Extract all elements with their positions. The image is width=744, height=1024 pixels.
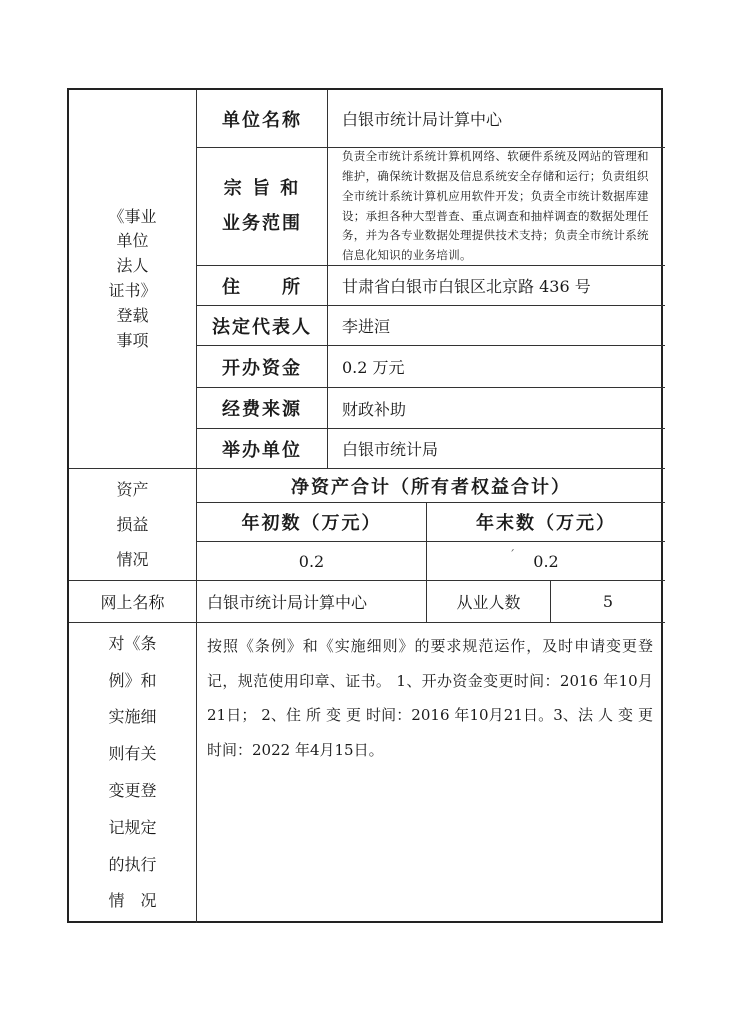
side-label-line: 情 况 — [108, 891, 157, 911]
capital-label: 开办资金 — [222, 357, 302, 379]
side-label-line: 法人 — [116, 256, 149, 276]
unit-name-label: 单位名称 — [222, 109, 302, 131]
label-line: 宗 旨 和 — [223, 178, 301, 200]
side-label-line: 单位 — [116, 231, 149, 251]
sponsor-value: 白银市统计局 — [342, 440, 439, 459]
sponsor-label: 举办单位 — [222, 439, 302, 461]
address-label: 住 所 — [222, 276, 302, 298]
purpose-scope-label — [197, 148, 327, 265]
side-label-line: 资产 — [116, 479, 149, 499]
side-label-line: 事项 — [116, 330, 149, 350]
address-value: 甘肃省白银市白银区北京路 436 号 — [342, 277, 591, 296]
side-label-line: 变更登 — [108, 781, 157, 800]
side-label-line: 损益 — [116, 514, 149, 534]
online-name-value: 白银市统计局计算中心 — [207, 593, 368, 612]
compliance-section-label — [69, 623, 196, 923]
assets-section-label — [69, 469, 196, 580]
side-label-line: 证书》 — [108, 281, 157, 300]
side-label-line: 情况 — [116, 550, 149, 570]
side-label-line: 《事业 — [108, 206, 157, 226]
online-name-label: 网上名称 — [100, 593, 165, 612]
legal-rep-value: 李进洹 — [342, 317, 391, 336]
funding-source-value: 财政补助 — [342, 399, 407, 419]
side-label-line: 例》和 — [108, 670, 157, 690]
compliance-text: 按照《条例》和《实施细则》的要求规范运作，及时申请变更登记，规范使用印章、证书。 1、开办资金变更时间：2016 年10月21日； 2、住 所 变 更 时间：2016 年10月21日。3、法 人 变 更 时间：2022 年4月15日。 — [207, 637, 653, 759]
purpose-scope-value: 负责全市统计系统计算机网络、软硬件系统及网站的管理和维护，确保统计数据及信息系统安全存储和运行；负责组织全市统计系统计算机应用软件开发；负责全市统计数据库建设；承担各种大型普查、重点调查和抽样调查的数据处理任务，并为各专业数据处理提供技术支持；负责全市统计系统信息化知识的业务培训。 — [342, 149, 649, 263]
side-label-line: 记规定 — [108, 817, 157, 837]
begin-balance-value: 0.2 — [298, 551, 325, 571]
side-label-line: 则有关 — [108, 744, 157, 764]
funding-source-label: 经费来源 — [222, 399, 302, 420]
registration-section-label — [69, 90, 196, 468]
net-assets-header: 净资产合计（所有者权益合计） — [291, 476, 571, 498]
side-label-line: 登载 — [116, 305, 149, 325]
pen-mark: ˊ — [509, 548, 515, 562]
side-label-line: 对《条 — [108, 633, 157, 653]
registration-form — [67, 88, 663, 923]
legal-rep-label: 法定代表人 — [212, 316, 312, 338]
side-label-line: 的执行 — [108, 854, 157, 874]
capital-value: 0.2 万元 — [342, 358, 405, 377]
unit-name-value: 白银市统计局计算中心 — [342, 110, 503, 129]
label-line: 业务范围 — [222, 212, 302, 234]
begin-balance-header: 年初数（万元） — [241, 513, 382, 534]
staff-count-label: 从业人数 — [456, 593, 521, 612]
side-label-line: 实施细 — [108, 707, 157, 727]
end-balance-header: 年末数（万元） — [476, 513, 616, 534]
end-balance-value: 0.2 — [533, 551, 559, 571]
staff-count-value: 5 — [602, 592, 614, 611]
